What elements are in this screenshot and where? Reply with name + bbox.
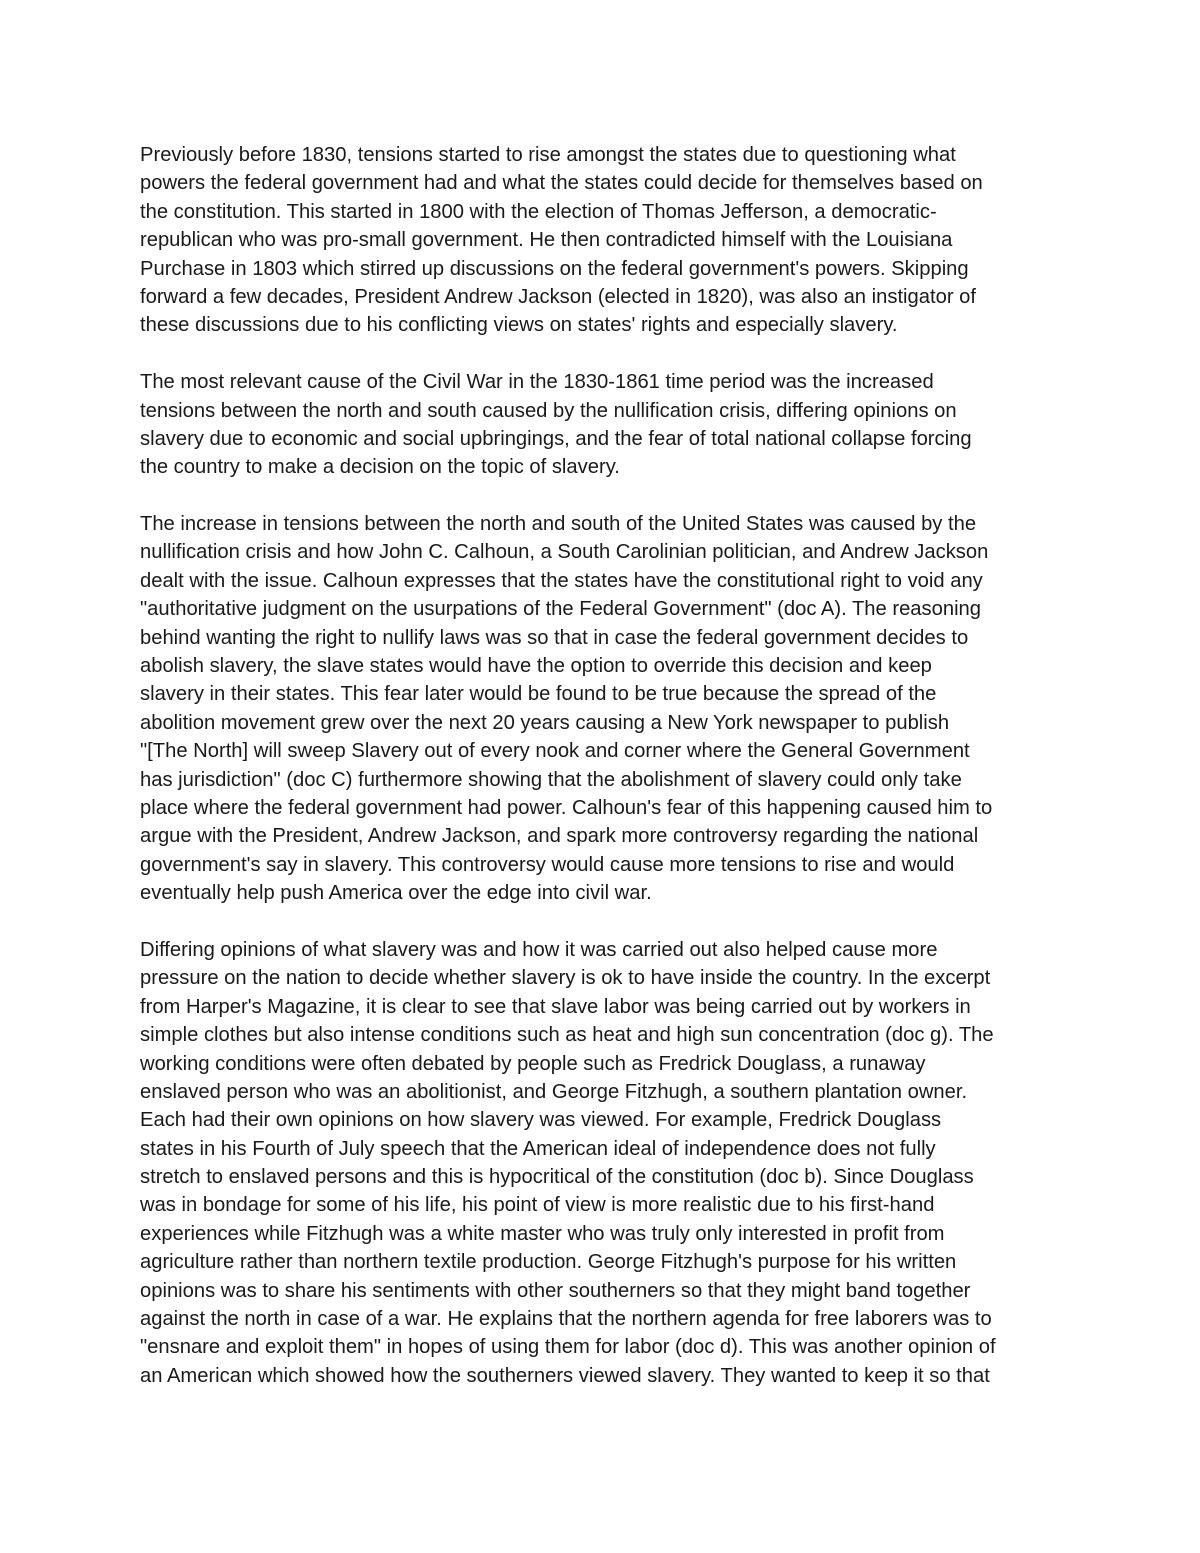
text-line: stretch to enslaved persons and this is hypocritical of the constitution (doc b). Since Douglass (140, 1166, 974, 1189)
text-line: dealt with the issue. Calhoun expresses that the states have the constitutional right to void any (140, 569, 983, 592)
text-line: slavery in their states. This fear later would be found to be true because the spread of the (140, 683, 937, 706)
paragraph-1 (140, 141, 1070, 340)
text-line: abolition movement grew over the next 20 years causing a New York newspaper to publish (140, 711, 950, 734)
text-line: an American which showed how the southerners viewed slavery. They wanted to keep it so that (140, 1364, 990, 1387)
essay-body (140, 141, 1070, 1390)
text-line: against the north in case of a war. He explains that the northern agenda for free laborers was to (140, 1308, 992, 1331)
text-line: "[The North] will sweep Slavery out of every nook and corner where the General Government (140, 740, 970, 763)
text-line: government's say in slavery. This controversy would cause more tensions to rise and would (140, 853, 955, 876)
text-line: working conditions were often debated by people such as Fredrick Douglass, a runaway (140, 1052, 926, 1075)
text-line: The increase in tensions between the north and south of the United States was caused by the (140, 513, 977, 536)
text-line: pressure on the nation to decide whether slavery is ok to have inside the country. In the excerpt (140, 967, 991, 990)
text-line: tensions between the north and south caused by the nullification crisis, differing opinions on (140, 399, 957, 422)
text-line: nullification crisis and how John C. Calhoun, a South Carolinian politician, and Andrew Jackson (140, 541, 989, 564)
text-line: Differing opinions of what slavery was and how it was carried out also helped cause more (140, 938, 938, 961)
paragraph-4 (140, 936, 1070, 1390)
text-line: simple clothes but also intense conditions such as heat and high sun concentration (doc g). The (140, 1024, 994, 1047)
text-line: argue with the President, Andrew Jackson, and spark more controversy regarding the national (140, 825, 979, 848)
text-line: agriculture rather than northern textile production. George Fitzhugh's purpose for his written (140, 1251, 957, 1274)
text-line: "ensnare and exploit them" in hopes of using them for labor (doc d). This was another opinion of (140, 1336, 996, 1359)
text-line: Previously before 1830, tensions started to rise amongst the states due to questioning what (140, 144, 956, 166)
text-line: these discussions due to his conflicting views on states' rights and especially slavery. (140, 314, 898, 337)
paragraph-2 (140, 368, 1070, 482)
text-line: abolish slavery, the slave states would have the option to override this decision and keep (140, 655, 932, 678)
paragraph-3 (140, 510, 1070, 907)
text-line: enslaved person who was an abolitionist, and George Fitzhugh, a southern plantation owner. (140, 1080, 968, 1103)
text-line: forward a few decades, President Andrew Jackson (elected in 1820), was also an instigator of (140, 285, 976, 308)
text-line: the constitution. This started in 1800 with the election of Thomas Jefferson, a democratic- (140, 200, 937, 223)
text-line: states in his Fourth of July speech that the American ideal of independence does not fully (140, 1137, 936, 1160)
text-line: Purchase in 1803 which stirred up discussions on the federal government's powers. Skipping (140, 257, 969, 280)
text-line: from Harper's Magazine, it is clear to see that slave labor was being carried out by workers in (140, 995, 971, 1018)
text-line: republican who was pro-small government. He then contradicted himself with the Louisiana (140, 229, 953, 252)
text-line: eventually help push America over the edge into civil war. (140, 882, 652, 905)
text-line: the country to make a decision on the topic of slavery. (140, 456, 620, 479)
text-line: "authoritative judgment on the usurpations of the Federal Government" (doc A). The reasoning (140, 598, 982, 621)
text-line: experiences while Fitzhugh was a white master who was truly only interested in profit from (140, 1222, 945, 1245)
text-line: slavery due to economic and social upbringings, and the fear of total national collapse forcing (140, 427, 972, 450)
text-line: Each had their own opinions on how slavery was viewed. For example, Fredrick Douglass (140, 1109, 942, 1132)
text-line: has jurisdiction" (doc C) furthermore showing that the abolishment of slavery could only take (140, 768, 962, 791)
text-line: The most relevant cause of the Civil War in the 1830-1861 time period was the increased (140, 371, 934, 394)
text-line: place where the federal government had power. Calhoun's fear of this happening caused him to (140, 796, 993, 819)
text-line: opinions was to share his sentiments with other southerners so that they might band together (140, 1279, 971, 1302)
text-line: behind wanting the right to nullify laws was so that in case the federal government decides to (140, 626, 969, 649)
text-line: powers the federal government had and what the states could decide for themselves based on (140, 172, 983, 195)
text-line: was in bondage for some of his life, his point of view is more realistic due to his first-hand (140, 1194, 935, 1217)
